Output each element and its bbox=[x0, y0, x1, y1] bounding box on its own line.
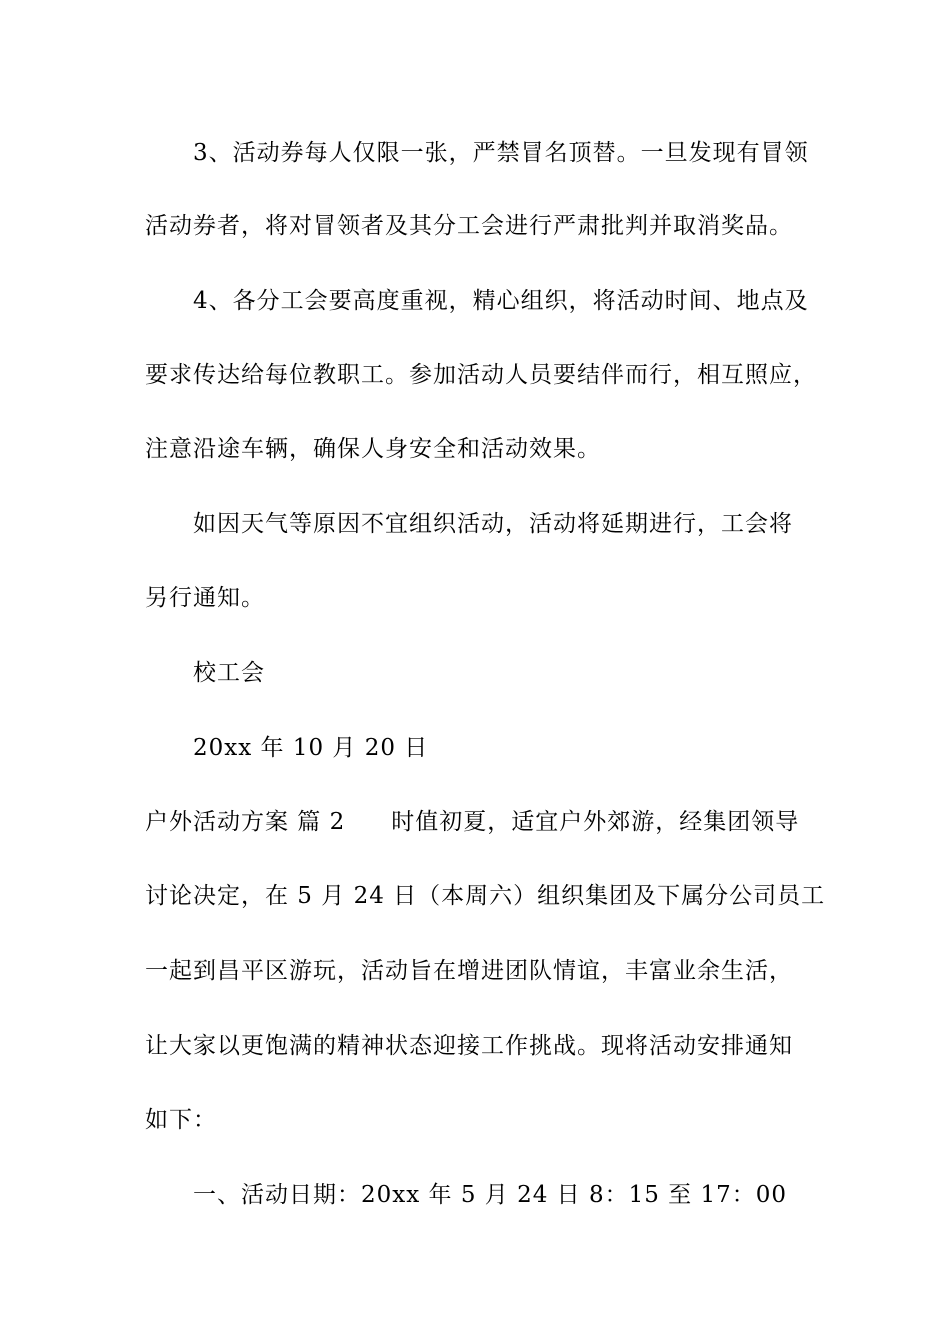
paragraph-line: 一、活动日期：20xx 年 5 月 24 日 8：15 至 17：00 bbox=[193, 1182, 788, 1208]
paragraph-line: 讨论决定，在 5 月 24 日（本周六）组织集团及下属分公司员工 bbox=[145, 883, 826, 909]
paragraph-line: 注意沿途车辆，确保人身安全和活动效果。 bbox=[145, 436, 601, 462]
paragraph-line: 让大家以更饱满的精神状态迎接工作挑战。现将活动安排通知 bbox=[145, 1033, 793, 1059]
paragraph-line: 活动券者，将对冒领者及其分工会进行严肃批判并取消奖品。 bbox=[145, 213, 793, 239]
paragraph-line: 如因天气等原因不宜组织活动，活动将延期进行，工会将 bbox=[193, 511, 793, 537]
section-title: 户外活动方案 篇 2 bbox=[145, 809, 346, 835]
paragraph-line: 要求传达给每位教职工。参加活动人员要结伴而行，相互照应， bbox=[145, 362, 817, 388]
paragraph-line: 4、各分工会要高度重视，精心组织，将活动时间、地点及 bbox=[193, 288, 809, 314]
paragraph-line: 如下： bbox=[145, 1107, 217, 1133]
paragraph-line: 另行通知。 bbox=[145, 585, 265, 611]
paragraph-line: 一起到昌平区游玩，活动旨在增进团队情谊，丰富业余生活， bbox=[145, 958, 793, 984]
signature-date: 20xx 年 10 月 20 日 bbox=[193, 735, 429, 761]
paragraph-line: 3、活动券每人仅限一张，严禁冒名顶替。一旦发现有冒领 bbox=[193, 140, 809, 166]
signature-org: 校工会 bbox=[193, 660, 265, 686]
section-heading-line bbox=[145, 807, 835, 837]
section-first-line: 时值初夏，适宜户外郊游，经集团领导 bbox=[391, 809, 800, 835]
